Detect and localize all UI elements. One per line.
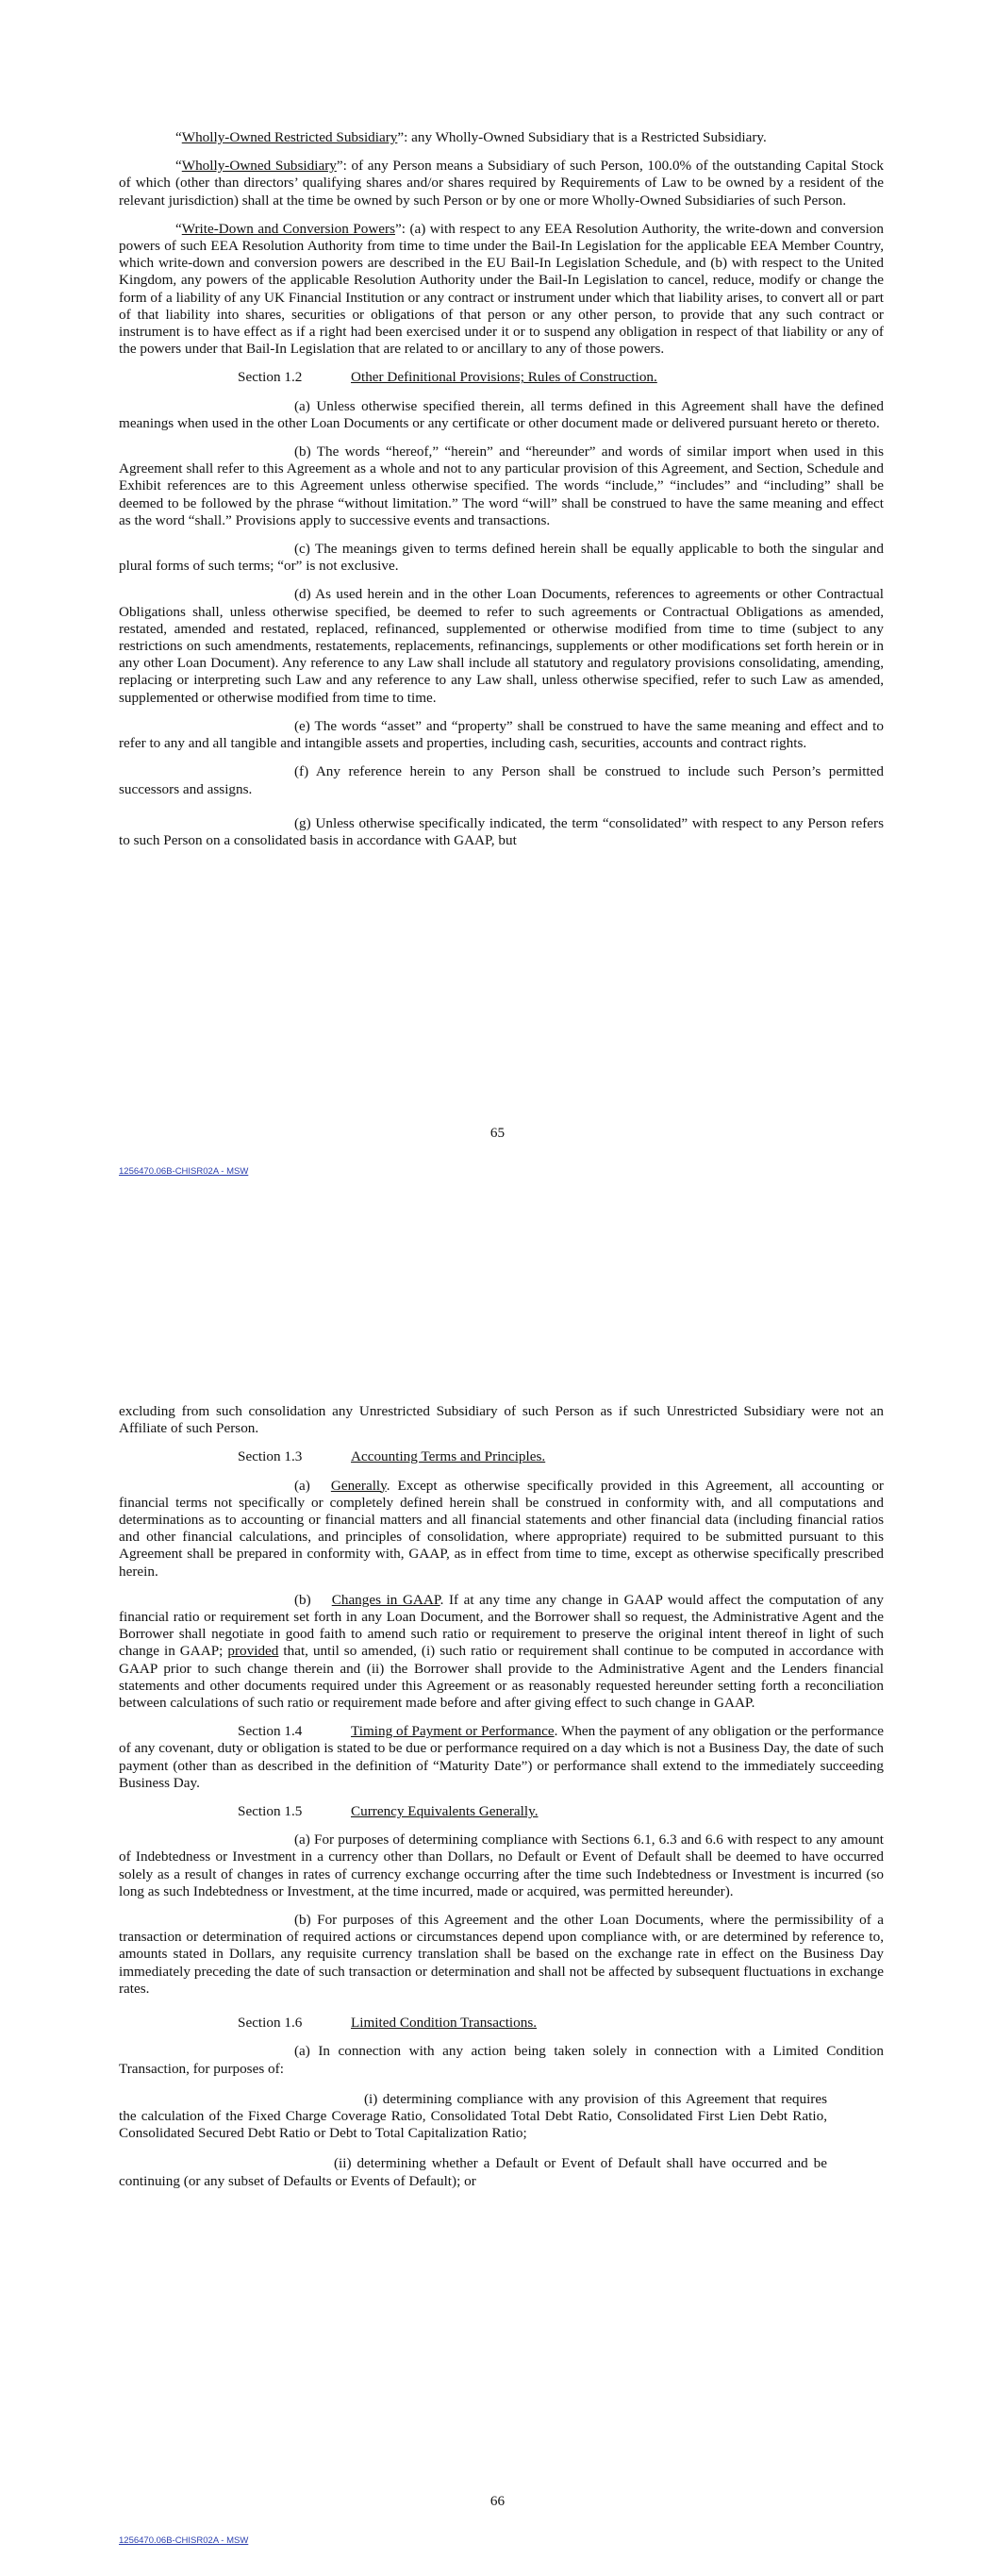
clause-label: (a) [294, 1477, 310, 1494]
provided-term: provided [227, 1643, 279, 1660]
clause-b: (b) The words “hereof,” “herein” and “hereunder” and words of similar import when used in this Agreement shall refer to this Agreement as a whole and not to any particular provision of this Agreement, and Section, Schedule and Exhibit references are to this Agreement unless otherwise specified. The words “include,” “includes” and “including” shall be deemed to be followed by the phrase “without limitation.” The word “will” shall be construed to have the same meaning and effect as the word “shall.” Provisions apply to successive events and transactions. [119, 443, 884, 528]
section-heading-1-6 [119, 2015, 884, 2032]
section-heading-1-3 [119, 1448, 884, 1465]
definition-text: ”: (a) with respect to any EEA Resolution Authority, the write-down and conversion powers of such EEA Resolution Authority from time to time under the Bail-In Legislation for the applicable EEA Member Country, which write-down and conversion powers are described in the EU Bail-In Legislation Schedule, and (b) with respect to the United Kingdom, any powers of the applicable Resolution Authority under the Bail-In Legislation to cancel, reduce, modify or change the form of a liability of any UK Financial Institution or any contract or instrument under which that liability arises, to convert all or part of that liability into shares, securities or obligations of that person or any other person, to provide that any such contract or instrument is to have effect as if a right had been exercised under it or to suspend any obligation in respect of that liability or any of the powers under that Bail-In Legislation that are related to or ancillary to any of those powers. [119, 220, 884, 358]
document-page-66 [0, 1288, 995, 2576]
document-footer-id[interactable]: 1256470.06B-CHISR02A - MSW [119, 1166, 249, 1177]
section-title: Accounting Terms and Principles. [351, 1448, 546, 1465]
clause-1-6-a: (a) In connection with any action being taken solely in connection with a Limited Condition Transaction, for purposes of: [119, 2043, 884, 2077]
clause-c: (c) The meanings given to terms defined herein shall be equally applicable to both the singular and plural forms of such terms; “or” is not exclusive. [119, 541, 884, 575]
clause-1-5-b: (b) For purposes of this Agreement and the other Loan Documents, where the permissibility of a transaction or determination of required actions or circumstances depend upon compliance with, or are determined by reference to, amounts stated in Dollars, any requisite currency translation shall be based on the exchange rate in effect on the Business Day immediately preceding the date of such transaction or determination and shall not be affected by subsequent fluctuations in exchange rates. [119, 1912, 884, 1997]
section-title: Currency Equivalents Generally. [351, 1803, 539, 1820]
section-1-4 [119, 1723, 884, 1792]
section-number: Section 1.4 [238, 1723, 303, 1740]
clause-heading: Changes in GAAP [331, 1591, 440, 1608]
clause-1-3-a [119, 1478, 884, 1581]
section-heading-1-2 [119, 369, 884, 386]
page-number: 66 [489, 2493, 506, 2509]
definition-text: ”: any Wholly-Owned Subsidiary that is a Restricted Subsidiary. [397, 129, 767, 145]
clause-1-6-a-i: (i) determining compliance with any provision of this Agreement that requires the calculation of the Fixed Charge Coverage Ratio, Consolidated Total Debt Ratio, Consolidated First Lien Debt Ratio, Consolidated Secured Debt Ratio or Debt to Total Capitalization Ratio; [119, 2090, 827, 2142]
page-number: 65 [489, 1125, 506, 1141]
clause-d: (d) As used herein and in the other Loan Documents, references to agreements or other Contractual Obligations shall, unless otherwise specified, be deemed to refer to such agreements or Contractual Obligations as amended, restated, amended and restated, replaced, refinanced, supplemented or otherwise modified from time to time (subject to any restrictions on such amendments, restatements, replacements, refinancings, supplements or other modifications set forth herein or in any other Loan Document). Any reference to any Law shall include all statutory and regulatory provisions consolidating, amending, replacing or interpreting such Law and any reference to any Law shall, unless otherwise specified, refer to such Law as amended, supplemented or otherwise modified from time to time. [119, 586, 884, 706]
clause-text: . Except as otherwise specifically provided in this Agreement, all accounting or financial terms not specifically or completely defined herein shall be construed in conformity with, and all computations and determinations as to accounting or financial matters and all financial statements and other financial data (including financial ratios and other financial calculations, and principles of consolidation, where appropriate) required to be submitted pursuant to this Agreement shall be prepared in conformity with, GAAP, as in effect from time to time, except as otherwise specifically prescribed herein. [119, 1477, 884, 1580]
section-title: Timing of Payment or Performance [351, 1723, 555, 1740]
section-number: Section 1.2 [238, 369, 303, 386]
continuation-text: excluding from such consolidation any Unrestricted Subsidiary of such Person as if such Unrestricted Subsidiary were not an Affiliate of such Person. [119, 1403, 884, 1437]
section-number: Section 1.3 [238, 1448, 303, 1465]
definition-wholly-owned-subsidiary: “Wholly-Owned Subsidiary”: of any Person means a Subsidiary of such Person, 100.0% of the outstanding Capital Stock of which (other than directors’ qualifying shares and/or shares required by Requirements of Law to be owned by a resident of the relevant jurisdiction) shall at the time be owned by such Person or by one or more Wholly-Owned Subsidiaries of such Person. [119, 158, 884, 209]
section-title: Limited Condition Transactions. [351, 2015, 538, 2032]
defined-term: Wholly-Owned Restricted Subsidiary [181, 129, 398, 145]
clause-1-3-b [119, 1592, 884, 1712]
section-number: Section 1.6 [238, 2015, 303, 2032]
defined-term: Wholly-Owned Subsidiary [181, 158, 337, 175]
clause-heading: Generally [330, 1477, 387, 1494]
clause-g: (g) Unless otherwise specifically indicated, the term “consolidated” with respect to any Person refers to such Person on a consolidated basis in accordance with GAAP, but [119, 814, 884, 848]
clause-text: . If at any time any change in GAAP would affect the computation of any financial ratio or requirement set forth in any Loan Document, and the Borrower shall so request, the Administrative Agent and the Borrower shall negotiate in good faith to amend such ratio or requirement to preserve the original intent thereof in light of such change in GAAP; [119, 1591, 884, 1660]
clause-f: (f) Any reference herein to any Person shall be construed to include such Person’s permitted successors and assigns. [119, 763, 884, 797]
page-body [119, 129, 884, 861]
page-body [119, 1403, 884, 2201]
clause-1-6-a-ii: (ii) determining whether a Default or Event of Default shall have occurred and be continuing (or any subset of Defaults or Events of Default); or [119, 2155, 827, 2189]
definition-text: ”: of any Person means a Subsidiary of such Person, 100.0% of the outstanding Capital Stock of which (other than directors’ qualifying shares and/or shares required by Requirements of Law to be owned by a resident of the relevant jurisdiction) shall at the time be owned by such Person or by one or more Wholly-Owned Subsidiaries of such Person. [119, 158, 884, 209]
clause-1-5-a: (a) For purposes of determining compliance with Sections 6.1, 6.3 and 6.6 with respect to any amount of Indebtedness or Investment in a currency other than Dollars, no Default or Event of Default shall be deemed to have occurred solely as a result of changes in rates of currency exchange occurring after the time such Indebtedness or Investment is incurred (so long as such Indebtedness or Investment, at the time incurred, made or acquired, was permitted hereunder). [119, 1832, 884, 1899]
clause-e: (e) The words “asset” and “property” shall be construed to have the same meaning and effect and to refer to any and all tangible and intangible assets and properties, including cash, securities, accounts and contract rights. [119, 717, 884, 752]
clause-a: (a) Unless otherwise specified therein, all terms defined in this Agreement shall have the defined meanings when used in the other Loan Documents or any certificate or other document made or delivered pursuant hereto or thereto. [119, 397, 884, 431]
definition-write-down-and-conversion-powers: “Write-Down and Conversion Powers”: (a) with respect to any EEA Resolution Authority, the write-down and conversion powers of such EEA Resolution Authority from time to time under the Bail-In Legislation for the applicable EEA Member Country, which write-down and conversion powers are described in the EU Bail-In Legislation Schedule, and (b) with respect to the United Kingdom, any powers of the applicable Resolution Authority under the Bail-In Legislation to cancel, reduce, modify or change the form of a liability of any UK Financial Institution or any contract or instrument under which that liability arises, to convert all or part of that liability into shares, securities or obligations of that person or any other person, to provide that any such contract or instrument is to have effect as if a right had been exercised under it or to suspend any obligation in respect of that liability or any of the powers under that Bail-In Legislation that are related to or ancillary to any of those powers. [119, 220, 884, 358]
definition-wholly-owned-restricted-subsidiary: “Wholly-Owned Restricted Subsidiary”: any Wholly-Owned Subsidiary that is a Restricted Subsidiary. [175, 129, 767, 145]
section-number: Section 1.5 [238, 1803, 303, 1820]
section-title: Other Definitional Provisions; Rules of Construction. [351, 369, 657, 386]
section-text: . When the payment of any obligation or the performance of any covenant, duty or obligation is stated to be due or performance required on a day which is not a Business Day, the date of such payment (other than as described in the definition of “Maturity Date”) or performance shall extend to the immediately succeeding Business Day. [119, 1723, 885, 1791]
document-footer-id[interactable]: 1256470.06B-CHISR02A - MSW [119, 2535, 249, 2546]
defined-term: Write-Down and Conversion Powers [181, 220, 396, 237]
section-heading-1-5 [119, 1803, 884, 1820]
clause-label: (b) [294, 1591, 311, 1608]
clause-text: that, until so amended, (i) such ratio or requirement shall continue to be computed in accordance with GAAP prior to such change therein and (ii) the Borrower shall provide to the Administrative Agent and the Lenders financial statements and other documents required under this Agreement or as reasonably requested hereunder setting forth a reconciliation between calculations of such ratio or requirement made before and after giving effect to such change in GAAP. [119, 1643, 885, 1712]
